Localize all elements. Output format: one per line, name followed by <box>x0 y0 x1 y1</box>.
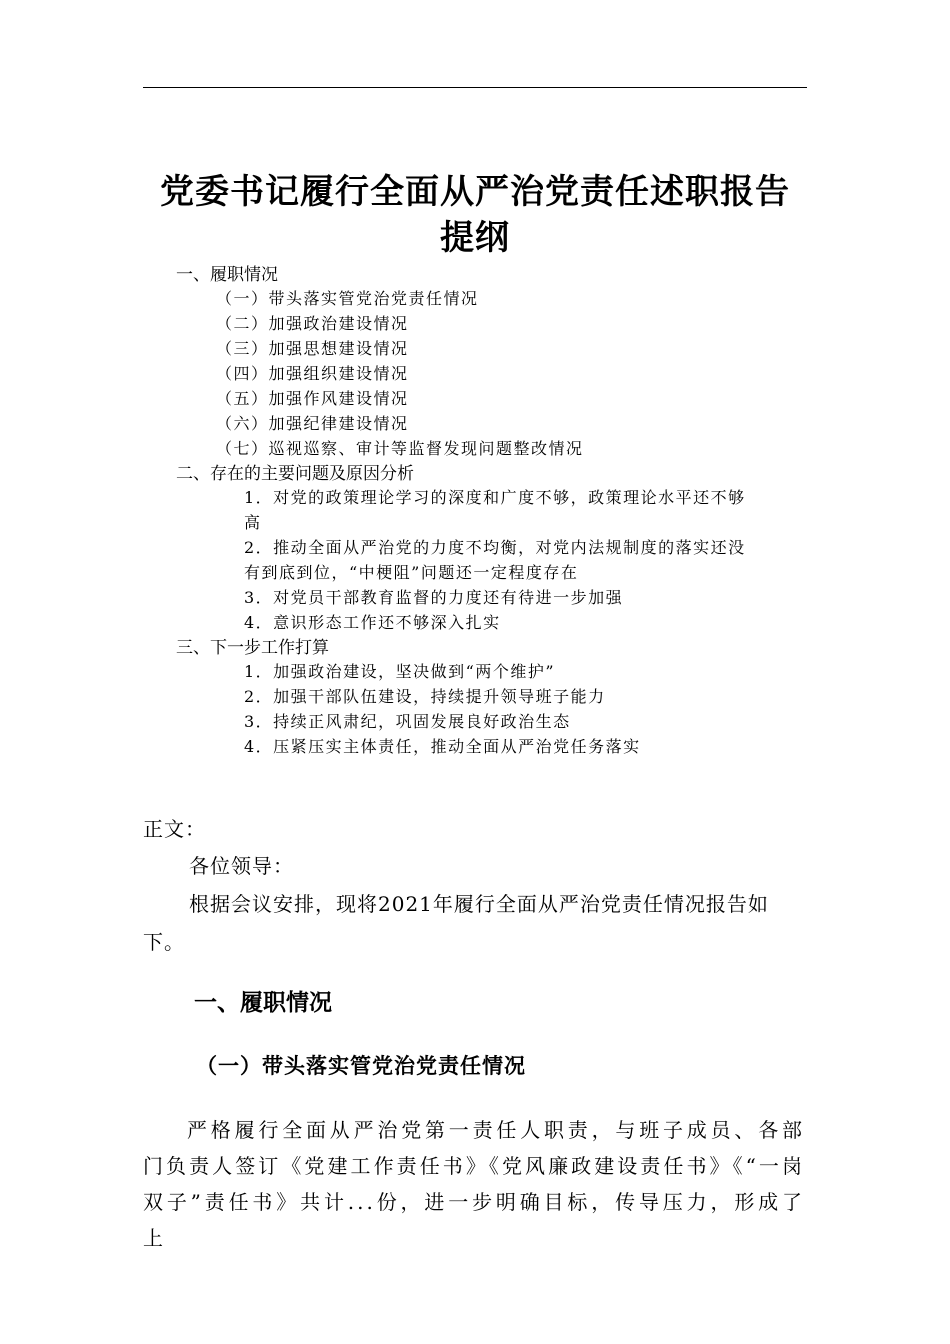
outline-item: 3．持续正风肃纪，巩固发展良好政治生态 <box>244 712 571 731</box>
outline-section-2: 二、存在的主要问题及原因分析 <box>176 464 414 484</box>
outline-item-continued: 高 <box>244 513 262 532</box>
outline-item: （五）加强作风建设情况 <box>216 389 409 408</box>
outline-item: （三）加强思想建设情况 <box>216 339 409 358</box>
document-title: 党委书记履行全面从严治党责任述职报告 <box>160 172 790 212</box>
outline-item: 3．对党员干部教育监督的力度还有待进一步加强 <box>244 588 624 607</box>
outline-item: （六）加强纪律建设情况 <box>216 414 409 433</box>
document-title-continued: 提纲 <box>440 218 510 258</box>
body-label: 正文： <box>143 817 206 841</box>
section-heading: 一、履职情况 <box>194 990 332 1016</box>
salutation: 各位领导： <box>189 854 294 878</box>
subsection-heading: （一）带头落实管党治党责任情况 <box>196 1054 526 1078</box>
outline-item: 2．推动全面从严治党的力度不均衡，对党内法规制度的落实还没 <box>244 538 746 557</box>
outline-item: 1．加强政治建设，坚决做到“两个维护” <box>244 662 556 681</box>
outline-item: 1．对党的政策理论学习的深度和广度不够，政策理论水平还不够 <box>244 488 746 507</box>
header-rule <box>143 87 807 88</box>
outline-item-continued: 有到底到位，“中梗阻”问题还一定程度存在 <box>244 563 579 582</box>
intro-paragraph: 根据会议安排，现将2021年履行全面从严治党责任情况报告如 <box>189 892 769 916</box>
body-paragraph: 严格履行全面从严治党第一责任人职责，与班子成员、各部门负责人签订《党建工作责任书》《党风廉政建设责任书》《“一岗双子”责任书》共计...份，进一步明确目标，传导压力，形成了上 <box>143 1118 805 1250</box>
intro-paragraph-continued: 下。 <box>143 930 185 954</box>
outline-item: （四）加强组织建设情况 <box>216 364 409 383</box>
outline-section-3: 三、下一步工作打算 <box>176 638 329 658</box>
outline-item: （一）带头落实管党治党责任情况 <box>216 289 479 308</box>
outline-item: （七）巡视巡察、审计等监督发现问题整改情况 <box>216 439 584 458</box>
outline-item: 4．压紧压实主体责任，推动全面从严治党任务落实 <box>244 737 641 756</box>
outline-item: 4．意识形态工作还不够深入扎实 <box>244 613 501 632</box>
outline-section-1: 一、履职情况 <box>176 265 278 285</box>
outline-item: （二）加强政治建设情况 <box>216 314 409 333</box>
outline-item: 2．加强干部队伍建设，持续提升领导班子能力 <box>244 687 606 706</box>
